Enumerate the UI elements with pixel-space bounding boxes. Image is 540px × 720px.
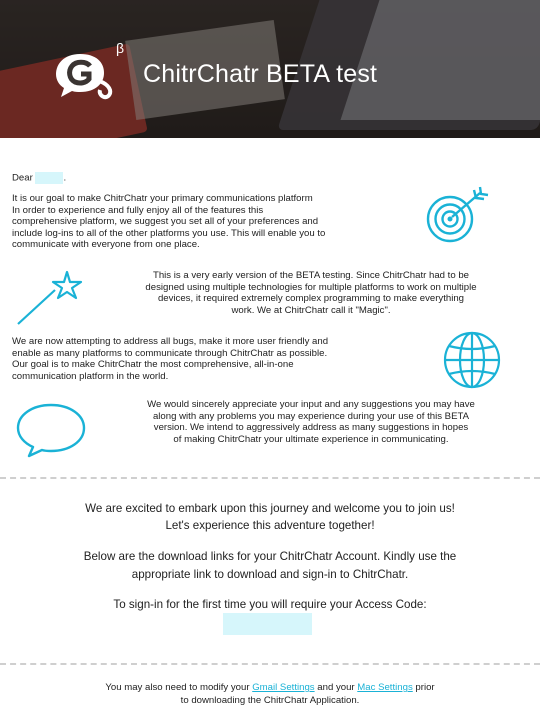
- welcome-line-2: Let's experience this adventure together!: [165, 519, 375, 532]
- section-divider: [0, 663, 540, 665]
- settings-text: and your: [314, 682, 358, 693]
- speech-bubble-icon: [15, 402, 87, 458]
- paragraph-line: It is our goal to make ChitrChatr your primary communications platform: [12, 193, 313, 204]
- recipient-name-redacted: [35, 172, 63, 184]
- paragraph-line: communication platform in the world.: [12, 370, 169, 382]
- paragraph-line: designed using multiple technologies for multiple platforms to work on multiple: [145, 281, 477, 293]
- goal-paragraph: [12, 193, 422, 251]
- bugs-paragraph: [12, 336, 422, 382]
- mac-settings-link[interactable]: Mac Settings: [357, 682, 413, 693]
- paragraph-line: We are now attempting to address all bugs, make it more user friendly and: [12, 336, 329, 347]
- settings-line-1: [0, 682, 540, 694]
- paragraph-line: We would sincerely appreciate your input and any suggestions you may have: [147, 399, 475, 410]
- download-line-2: appropriate link to download and sign-in to ChitrChatr.: [131, 568, 409, 581]
- access-code-redacted: [223, 613, 312, 635]
- beta-symbol: β: [116, 40, 125, 56]
- paragraph-line: version. We intend to aggressively address as many suggestions in hopes: [153, 422, 469, 434]
- settings-text: You may also need to modify your: [105, 682, 253, 693]
- download-line-1: Below are the download links for your ChitrChatr Account. Kindly use the: [83, 550, 457, 563]
- header-banner: [0, 0, 540, 138]
- magic-wand-icon: [15, 270, 85, 328]
- paragraph-line: include log-ins to all of the other platforms you use. This will enable you to: [12, 227, 326, 239]
- access-code-instructions: To sign-in for the first time you will require your Access Code:: [113, 598, 427, 611]
- chitrchatr-logo-icon: [52, 50, 114, 100]
- greeting-suffix: .: [63, 172, 67, 184]
- section-divider: [0, 477, 540, 479]
- target-icon: [424, 186, 494, 244]
- paragraph-line: devices, it required extremely complex programming to make everything: [157, 293, 465, 305]
- welcome-line-1: We are excited to embark upon this journey and welcome you to join us!: [85, 502, 455, 515]
- paragraph-line: This is a very early version of the BETA testing. Since ChitrChatr had to be: [152, 270, 470, 281]
- paragraph-line: In order to experience and fully enjoy all of the features this: [12, 204, 264, 216]
- paragraph-line: communicate with everyone from one place.: [12, 239, 200, 251]
- input-paragraph: [101, 399, 521, 445]
- greeting: [12, 172, 66, 184]
- early-version-paragraph: [101, 270, 521, 316]
- banner-title: ChitrChatr BETA test: [143, 60, 378, 88]
- settings-line-2: to downloading the ChitrChatr Application.: [180, 695, 360, 706]
- paragraph-line: of making ChitrChatr your ultimate experience in communicating.: [173, 433, 449, 445]
- globe-icon: [440, 330, 504, 390]
- gmail-settings-link[interactable]: Gmail Settings: [252, 682, 315, 693]
- settings-text: prior: [412, 682, 435, 693]
- greeting-prefix: Dear: [12, 172, 33, 184]
- paragraph-line: along with any problems you may experience during your use of this BETA: [152, 410, 470, 422]
- paragraph-line: Our goal is to make ChitrChatr the most comprehensive, all-in-one: [12, 359, 294, 371]
- paragraph-line: enable as many platforms to communicate through ChitrChatr as possible.: [12, 347, 328, 359]
- paragraph-line: work. We at ChitrChatr call it "Magic".: [231, 304, 391, 316]
- paragraph-line: comprehensive platform, we suggest you set all of your preferences and: [12, 216, 319, 228]
